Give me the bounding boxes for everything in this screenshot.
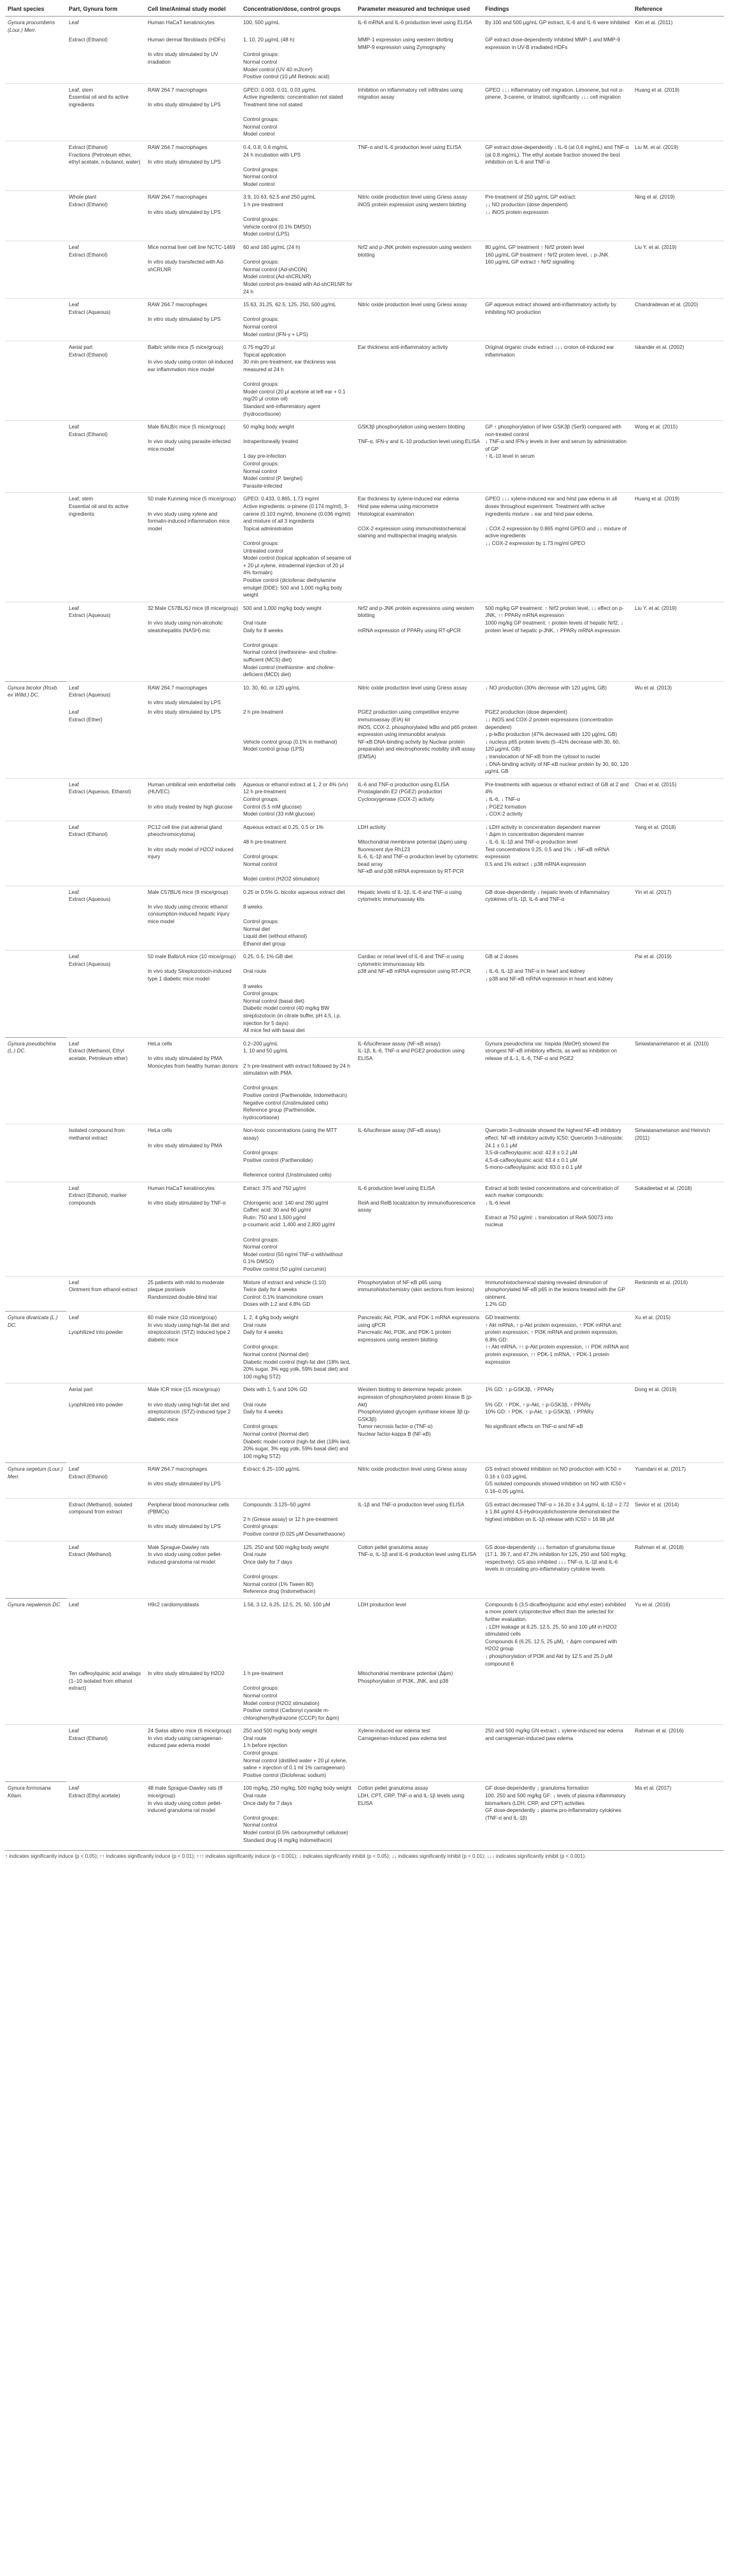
cell-plant-species <box>5 602 66 681</box>
cell-concentration-dose: 100 mg/kg, 250 mg/kg, 500 mg/kg body weight Oral route Once daily for 7 days Control groups: Normal control Model control (0.5% carboxymethyl cellulose) Standard drug (4 mg/kg indomethacin) <box>241 1782 355 1846</box>
table-row <box>5 191 724 241</box>
cell-study-model: Balb/c white mice (5 mice/group) In vivo study using croton oil-induced ear inflammation mice model <box>145 341 241 421</box>
cell-study-model: Male ICR mice (15 mice/group) In vivo study using high-fat diet and streptozotocin (STZ)-induced type 2 diabetic mice <box>145 1384 241 1463</box>
cell-concentration-dose: 500 and 1,000 mg/kg body weight Oral route Daily for 8 weeks Control groups: Normal control (methionine- and choline-sufficient (MCS) diet) Model control (methionine- and choline-deficient (MCD) diet) <box>241 602 355 681</box>
cell-findings: GPEO ↓↓↓ inflammatory cell migration. Limonene, but not α-pinene, 3-carene, or linalool, significantly ↓↓↓ cell migration <box>483 83 632 141</box>
cell-parameter-technique: Hepatic levels of IL-1β, IL-6 and TNF-α using cytometric immunoassay kits <box>355 886 483 951</box>
cell-parameter-technique: Ear thickness by xylene-induced ear edema Hind paw edema using micrometre Histological examination COX-2 expression using immunohistochemical staining and multispectral imaging analysis <box>355 493 483 602</box>
cell-findings: GPEO ↓↓↓ xylene-induced ear and hind paw edema in all doses throughout experiment. Treatment with active ingredients mixture ↓ ear and hind paw edema. ↓ COX-2 expression by 0.865 mg/ml GPEO and ↓↓ mixture of active ingredients ↓↓ COX-2 expression by 1.73 mg/ml GPEO <box>483 493 632 602</box>
cell-reference: Xu et al. (2015) <box>632 1312 724 1384</box>
cell-study-model: H9c2 cardiomyoblasts <box>145 1598 241 1670</box>
cell-parameter-technique: IL-1β and TNF-α production level using ELISA <box>355 1498 483 1541</box>
cell-findings: GS dose-dependently ↓↓↓ formation of granuloma tissue (17.1, 39.7, and 47.2% inhibition for 125, 250 and 500 mg/kg, respectively). GS also inhibited ↓↓↓ TNF-α, IL-1β and IL-6 levels in circulating pro-inflammatory cytokine levels <box>483 1541 632 1598</box>
cell-part-form: Leaf Extract (Aqueous) <box>66 886 145 951</box>
cell-part-form: Leaf Extract (Ethanol) <box>66 241 145 299</box>
cell-parameter-technique: Phosphorylation of NF-κB p65 using immunohistochemistry (skin sections from lesions) <box>355 1276 483 1311</box>
cell-plant-species <box>5 493 66 602</box>
cell-plant-species <box>5 1725 66 1782</box>
cell-study-model: 50 male Kunming mice (5 mice/group) In vivo study using xylene and formalin-induced inflammation mice model <box>145 493 241 602</box>
cell-reference: Liu Y. et al. (2019) <box>632 241 724 299</box>
cell-plant-species <box>5 191 66 241</box>
cell-reference: Huang et al. (2019) <box>632 83 724 141</box>
cell-study-model: Human HaCaT keratinocytes <box>145 17 241 37</box>
cell-findings: 250 and 500 mg/kg GN extract ↓ xylene-induced ear edema and carrageenan-induced paw edema <box>483 1725 632 1782</box>
table-row <box>5 1598 724 1670</box>
cell-findings: Immunohistochemical staining revealed diminution of phosphorylated NF-κB p65 in the lesions treated with the GP ointment. 1.2% GD <box>483 1276 632 1311</box>
cell-part-form: Leaf Lyophilized into powder <box>66 1312 145 1384</box>
cell-reference: Siriwatanametanon et al. (2010) <box>632 1037 724 1124</box>
cell-concentration-dose: 1, 2, 4 g/kg body weight Oral route Daily for 4 weeks Control groups: Normal control (Normal diet) Diabetic model control (high-fat diet (18% lard, 20% sugar, 3% egg yolk, 59% basal diet) and 100 mg/kg STZ) <box>241 1312 355 1384</box>
cell-part-form: Leaf Extract (Ethanol) <box>66 1463 145 1498</box>
cell-plant-species <box>5 778 66 821</box>
cell-study-model: Male BALB/c mice (5 mice/group) In vivo study using parasite-infected mice model <box>145 421 241 493</box>
cell-concentration-dose: 125, 250 and 500 mg/kg body weight Oral route Once daily for 7 days Control groups: Normal control (1% Tween 80) Reference drug (Indomethacin) <box>241 1541 355 1598</box>
table-row <box>5 141 724 191</box>
cell-study-model: RAW 264.7 macrophages In vitro study stimulated by LPS <box>145 191 241 241</box>
cell-findings: ↓ NO production (30% decrease with 120 μg/mL GB) <box>483 681 632 709</box>
table-row <box>5 821 724 886</box>
cell-concentration-dose: 60 and 160 μg/mL (24 h) Control groups: Normal control (Ad-shCON) Model control (Ad-shCRLNR) Model control pre-treated with Ad-shCRLNR for 24 h <box>241 241 355 299</box>
cell-parameter-technique: Nitric oxide production level using Griess assay <box>355 681 483 709</box>
cell-findings: 1% GD: ↑ p-GSK3β, ↑ PPARγ 5% GD: ↑ PDK, ↑ p-Akt, ↑ p-GSK3β, ↑ PPARγ 10% GD: ↑ PDK, ↑ p-Akt, ↑ p-GSK3β, ↑ PPARγ No significant effects on TNF-α and NF-κB <box>483 1384 632 1463</box>
cell-findings: Compounds 6 (3,5-dicaffeoylquinic acid ethyl ester) exhibited a more potent cytoprotective effect than the selected for further evaluation. ↓ LDH leakage at 6.25, 12.5, 25, 50 and 100 μM in H2O2 stimulated cells Compounds 6 (6.25, 12.5, 25 μM), ↑ Δψm compared with H2O2 group ↓ phosphorylation of PI3K and Akt by 12.5 and 25.0 μM compound 6 <box>483 1598 632 1670</box>
cell-study-model: 48 male Sprague-Dawley rats (8 mice/group) In vivo study using cotton pellet-induced granuloma rat model <box>145 1782 241 1846</box>
cell-parameter-technique: TNF-α and IL-6 production level using ELISA <box>355 141 483 191</box>
cell-study-model: RAW 264.7 macrophages In vitro study stimulated by LPS <box>145 141 241 191</box>
cell-study-model: Human HaCaT keratinocytes In vitro study stimulated by TNF-α <box>145 1182 241 1276</box>
cell-parameter-technique: Nrf2 and p-JNK protein expression using western blotting <box>355 241 483 299</box>
cell-findings: GB dose-dependently ↓ hepatic levels of inflammatory cytokines of IL-1β, IL-6 and TNF-α <box>483 886 632 951</box>
cell-reference: Kim et al. (2011) <box>632 17 724 37</box>
cell-part-form: Leaf Extract (Ethyl acetate) <box>66 1782 145 1846</box>
cell-reference <box>632 709 724 778</box>
cell-part-form: Leaf Extract (Aqueous) <box>66 299 145 341</box>
table-row <box>5 1541 724 1598</box>
cell-parameter-technique: MMP-1 expression using western blotting MMP-9 expression using Zymography <box>358 37 453 50</box>
cell-part-form: Isolated compound from methanol extract <box>66 1124 145 1182</box>
cell-study-model: RAW 264.7 macrophages In vitro study stimulated by LPS <box>145 1463 241 1498</box>
cell-reference: Rerknimitr et al. (2016) <box>632 1276 724 1311</box>
table-row <box>5 421 724 493</box>
table-row <box>5 36 724 83</box>
table-row <box>5 341 724 421</box>
cell-plant-species: Gynura pseudochina (L.) DC. <box>5 1037 66 1124</box>
cell-findings: GS extract decreased TNF-α = 16.20 ± 3.4 μg/ml, IL-1β = 2.72 ± 1.84 μg/ml 4,5-Hydroxydolichosterone demonstrated the highest inhibition on IL-1β release with IC50 = 16.98 μM <box>483 1498 632 1541</box>
cell-reference: Yuandani et al. (2017) <box>632 1463 724 1498</box>
cell-findings <box>483 1670 632 1725</box>
table-row <box>5 1124 724 1182</box>
cell-findings: GP extract dose-dependently inhibited MMP-1 and MMP-9 expression in UV-B irradiated HDFs <box>485 37 620 50</box>
cell-study-model: PC12 cell line (rat adrenal gland pheochromocytoma) In vitro study model of H2O2 induced injury <box>145 821 241 886</box>
header-plant-species: Plant species <box>5 3 66 17</box>
table-row <box>5 681 724 709</box>
cell-concentration-dose: 1, 10, 20 μg/mL (48 h) Control groups: Normal control Model control (UV 40 mJ/cm²) Positive control (10 μM Retinoic acid) <box>243 37 330 80</box>
cell-concentration-dose: 0.2–200 μg/mL 1, 10 and 50 μg/mL 2 h pre-treatment with extract followed by 24 h stimulation with PMA Control groups: Positive control (Parthenolide, Indomethacin) Negative control (Unstimulated cells) Reference group (Parthenolide, hydrocortisone) <box>241 1037 355 1124</box>
cell-findings: 80 μg/mL GP treatment ↑ Nrf2 protein level 160 μg/mL GP treatment ↑ Nrf2 protein level, ↓ p-JNK 160 μg/mL GP extract ↑ Nrf2 signalling <box>483 241 632 299</box>
table-row <box>5 1498 724 1541</box>
cell-study-model: Human dermal fibroblasts (HDFs) In vitro study stimulated by UV irradiation <box>148 37 225 65</box>
cell-findings: Quercetin 3-rutinoside showed the highest NF-κB inhibitory effect. NF-κB inhibitory activity IC50: Quercetin 3-rutinoside: 24.1 ± 0.1 μM 3,5-di-caffeoylquinic acid: 42.8 ± 0.2 μM 4,5-di-caffeoylquinic acid: 63.4 ± 0.1 μM 5-mono-caffeoylquinic acid: 83.0 ± 0.1 μM <box>483 1124 632 1182</box>
cell-reference: Wu et al. (2013) <box>632 681 724 709</box>
cell-plant-species <box>5 709 66 778</box>
cell-reference: Chandradevan et al. (2020) <box>632 299 724 341</box>
cell-concentration-dose: 0.25, 0.5, 1% GB diet Oral route 8 weeks Control groups: Normal control (basal diet) Diabetic model control (40 mg/kg BW streptozotocin (in citrate buffer, pH 4.5, i.p. injection for 5 days) All mice fed with basal diet <box>241 951 355 1038</box>
cell-parameter-technique: Western blotting to determine hepatic protein expression of phosphorylated protein kinase B (p-Akt) Phosphorylated glycogen synthase kinase 3β (p-GSK3β) Tumor necrosis factor-α (TNF-α) Nuclear factor-kappa B (NF-κB) <box>355 1384 483 1463</box>
cell-part-form: Leaf Extract (Aqueous) <box>66 951 145 1038</box>
cell-concentration-dose: 0.25 or 0.5% G. bicolor aqueous extract diet 8 weeks Control groups: Normal diet Liquid diet (without ethanol) Ethanol diet group <box>241 886 355 951</box>
cell-study-model: Human umbilical vein endothelial cells (HUVEC) In vitro study treated by high glucose <box>145 778 241 821</box>
cell-reference: Sevior et al. (2014) <box>632 1498 724 1541</box>
table-row <box>5 886 724 951</box>
cell-reference: Ning et al. (2019) <box>632 191 724 241</box>
cell-reference: Rahman et al. (2016) <box>632 1725 724 1782</box>
cell-findings: GD treatments: ↑ Akt mRNA, ↑ p-Akt protein expression, ↑ PDK mRNA and protein expression, ↑ PI3K mRNA and protein expression, 6.8% GD: ↑↑ Akt mRNA, ↑↑ p-Akt protein expression, ↑↑ PDK mRNA and protein expression, ↑↑ PDK-1 mRNA, ↑ PDK-1 protein expression <box>483 1312 632 1384</box>
cell-plant-species <box>5 341 66 421</box>
cell-parameter-technique: Xylene-induced ear edema test Carrageenan-induced paw edema test <box>355 1725 483 1782</box>
cell-study-model: RAW 264.7 macrophages In vitro study stimulated by LPS <box>145 681 241 709</box>
cell-part-form: Leaf Ointment from ethanol extract <box>66 1276 145 1311</box>
cell-study-model: Peripheral blood mononuclear cells (PBMCs) In vitro study stimulated by LPS <box>145 1498 241 1541</box>
cell-study-model: Male C57BL/6 mice (8 mice/group) In vivo study using chronic ethanol consumption-induced hepatic injury mice model <box>145 886 241 951</box>
cell-study-model: RAW 264.7 macrophages In vitro study stimulated by LPS <box>145 83 241 141</box>
cell-study-model: 24 Swiss albino mice (6 mice/group) In vivo study using carrageenan-induced paw edema model <box>145 1725 241 1782</box>
table-row <box>5 299 724 341</box>
cell-plant-species <box>5 36 66 83</box>
cell-reference: Pai et al. (2019) <box>632 951 724 1038</box>
table-row <box>5 1037 724 1124</box>
data-table <box>5 3 724 1846</box>
cell-reference: Dong et al. (2019) <box>632 1384 724 1463</box>
table-header <box>5 3 724 17</box>
cell-parameter-technique: PGE2 production using competitive enzyme immunoassay (EIA) kit iNOS, COX-2, phosphorylated IκBα and p65 protein expression using immunoblot analysis NF-κB DNA-binding activity by Nuclear protein preparation and electrophoretic mobility shift assay (EMSA) <box>358 709 478 760</box>
cell-part-form: Leaf Extract (Ether) <box>69 709 103 723</box>
cell-parameter-technique: LDH activity Mitochondrial membrane potential (Δψm) using fluorescent dye Rh123 IL-6, IL-1β and TNF-α production level by cytometric bead array NF-κB and p38 mRNA expression by RT-PCR <box>355 821 483 886</box>
cell-concentration-dose: Aqueous extract at 0.25, 0.5 or 1% 48 h pre-treatment Control groups: Normal control Model control (H2O2 stimulation) <box>241 821 355 886</box>
cell-part-form: Leaf, stem Essential oil and its active ingredients <box>66 83 145 141</box>
cell-study-model: Mice normal liver cell line NCTC-1469 In vitro study transfected with Ad-shCRLNR <box>145 241 241 299</box>
cell-plant-species <box>5 821 66 886</box>
cell-parameter-technique: Nitric oxide production level using Griess assay <box>355 1463 483 1498</box>
cell-part-form: Leaf Extract (Aqueous) <box>66 602 145 681</box>
cell-findings: PGE2 production (dose dependent) ↓↓ iNOS and COX-2 protein expressions (concentration dependent) ↓ p-IκBα production (47% decreased with 120 μg/mL GB) ↓ nucleus p65 protein levels (5–41% decrease with 30, 60, 120 μg/mL GB) ↓ translocation of NF-κB from the cytosol to nuclei ↓ DNA-binding activity of NF-κB nuclear protein by 30, 60, 120 μg/mL GB <box>485 709 629 775</box>
cell-findings: GP aqueous extract showed anti-inflammatory activity by inhibiting NO production <box>483 299 632 341</box>
cell-reference <box>632 36 724 83</box>
table-row <box>5 709 724 778</box>
cell-part-form: Extract (Methanol), isolated compound from extract <box>66 1498 145 1541</box>
cell-parameter-technique: IL-6 mRNA and IL-6 production level using ELISA <box>355 17 483 37</box>
cell-reference: Yang et al. (2018) <box>632 821 724 886</box>
cell-part-form: Leaf <box>66 1598 145 1670</box>
cell-study-model: HeLa cells In vitro study stimulated by PMA Monocytes from healthy human donors <box>145 1037 241 1124</box>
table-row <box>5 778 724 821</box>
cell-part-form: Leaf Extract (Ethanol) <box>66 421 145 493</box>
cell-study-model: In vitro study stimulated by LPS <box>148 709 221 716</box>
cell-plant-species <box>5 83 66 141</box>
cell-findings: GS extract showed inhibition on NO production with IC50 = 0.16 ± 0.03 μg/mL GS isolated compounds showed inhibition on NO with IC50 < 0.16–0.05 μg/mL <box>483 1463 632 1498</box>
cell-study-model: HeLa cells In vitro study stimulated by PMA <box>145 1124 241 1182</box>
cell-reference: Sukadeetad et al. (2018) <box>632 1182 724 1276</box>
cell-plant-species <box>5 1182 66 1276</box>
header-part: Part, Gynura form <box>66 3 145 17</box>
cell-plant-species <box>5 951 66 1038</box>
header-findings: Findings <box>483 3 632 17</box>
cell-plant-species <box>5 1498 66 1541</box>
cell-parameter-technique: GSK3β phosphorylation using western blotting TNF-α, IFN-γ and IL-10 production level using ELISA <box>355 421 483 493</box>
cell-plant-species: Gynura nepalensis DC. <box>5 1598 66 1670</box>
cell-concentration-dose: Non-toxic concentrations (using the MTT assay) Control groups: Positive control (Parthenolide) Reference control (Unstimulated cells) <box>241 1124 355 1182</box>
cell-concentration-dose: 15.63, 31.25, 62.5, 125, 250, 500 μg/mL Control groups: Normal control Model control (IFN-γ + LPS) <box>241 299 355 341</box>
cell-concentration-dose: Diets with 1, 5 and 10% GD Oral route Daily for 4 weeks Control groups: Normal control (Normal diet) Diabetic model control (high-fat diet (18% lard, 20% sugar, 3% egg yolk, 59% basal diet) and 100 mg/kg STZ) <box>241 1384 355 1463</box>
cell-reference: Liu M. et al. (2019) <box>632 141 724 191</box>
cell-findings: GP ↑ phosphorylation of liver GSK3β (Ser9) compared with non-treated control ↓ TNF-α and IFN-γ levels in liver and serum by administration of GP ↑ IL-10 level in serum <box>483 421 632 493</box>
cell-plant-species: Gynura procumbens (Lour.) Merr. <box>5 17 66 37</box>
cell-reference: Yin et al. (2017) <box>632 886 724 951</box>
cell-plant-species <box>5 241 66 299</box>
cell-findings: ↓ LDH activity in concentration dependent manner ↑ Δψm in concentration dependent manner ↓ IL-6, IL-1β and TNF-α production level Test concentrations 0.25, 0.5 and 1%: ↓ NF-κB mRNA expression 0.5 and 1% extract ↓ p38 mRNA expression <box>483 821 632 886</box>
cell-plant-species <box>5 421 66 493</box>
table-row <box>5 1182 724 1276</box>
cell-study-model: In vitro study stimulated by H2O2 <box>148 1671 225 1677</box>
cell-part-form: Leaf Extract (Methanol, Ethyl acetate, Petroleum ether) <box>66 1037 145 1124</box>
cell-concentration-dose: 100, 500 μg/mL <box>241 17 355 37</box>
cell-reference: Wong et al. (2015) <box>632 421 724 493</box>
table-row <box>5 602 724 681</box>
table-footnote: ↑ indicates significantly induce (p < 0.05); ↑↑ indicates significantly induce (p < 0.01); ↑↑↑ indicates significantly induce (p < 0.001); ↓ indicates significantly inhibit (p < 0.05); ↓↓ indicates significantly inhibit (p < 0.01); ↓↓↓ indicates significantly inhibit (p < 0.001). <box>5 1850 724 1859</box>
cell-part-form: Leaf Extract (Aqueous) <box>66 681 145 709</box>
header-parameter: Parameter measured and technique used <box>355 3 483 17</box>
cell-part-form: Whole plant Extract (Ethanol) <box>66 191 145 241</box>
table-row <box>5 493 724 602</box>
cell-plant-species <box>5 886 66 951</box>
cell-concentration-dose: Extract: 6.25–100 μg/mL <box>241 1463 355 1498</box>
cell-findings: Pre-treatments with aqueous or ethanol extract of GB at 2 and 4% ↓ IL-6, ↓ TNF-α ↓ PGE2 formation ↓ COX-2 activity <box>483 778 632 821</box>
cell-part-form: Extract (Ethanol) <box>69 37 108 43</box>
cell-part-form: Leaf Extract (Aqueous, Ethanol) <box>66 778 145 821</box>
cell-concentration-dose: 0.75 mg/20 μl Topical application 30 min pre-treatment, ear thickness was measured at 24 h Control groups: Model control (20 μl acetone at left ear + 0.1 mg/20 μl croton oil) Standard anti-inflammatory agent (hydrocortisone) <box>241 341 355 421</box>
cell-reference: Liu Y. et al. (2019) <box>632 602 724 681</box>
cell-concentration-dose: 0.4, 0.8, 0.6 mg/mL 24 h incubation with LPS Control groups: Normal control Model control <box>241 141 355 191</box>
cell-concentration-dose: 250 and 500 mg/kg body weight Oral route 1 h before injection Control groups: Normal control (distilled water + 20 μl xylene, saline + injection of 0.1 ml 1% carrageenan) Positive control (Diclofenac sodium) <box>241 1725 355 1782</box>
cell-part-form: Leaf Extract (Methanol) <box>66 1541 145 1598</box>
cell-study-model: 25 patients with mild to moderate plaque psoriasis Randomized double-blind trial <box>145 1276 241 1311</box>
cell-part-form: Leaf, stem Essential oil and its active ingredients <box>66 493 145 602</box>
cell-concentration-dose: 10, 30, 60, or 120 μg/mL <box>241 681 355 709</box>
cell-reference: Chao et al. (2015) <box>632 778 724 821</box>
cell-plant-species <box>5 1670 66 1725</box>
cell-plant-species <box>5 141 66 191</box>
cell-concentration-dose: Compounds: 3.125–50 μg/ml 2 h (Gresse assay) or 12 h pre-treatment Control groups: Positive control (0.025 μM Dexamethasone) <box>241 1498 355 1541</box>
cell-concentration-dose: GPEO: 0.003, 0.01, 0.03 μg/mL Active ingredients: concentration not stated Treatment time not stated Control groups: Normal control Model control <box>241 83 355 141</box>
cell-findings: 500 mg/kg GP treatment: ↑ Nrf2 protein level, ↓↓ effect on p-JNK, ↑↑ PPARγ mRNA expression 1000 mg/kg GP treatment: ↑ protein levels of hepatic Nrf2, ↓ protein level of hepatic p-JNK, ↑ PPARγ mRNA expression <box>483 602 632 681</box>
table-row <box>5 83 724 141</box>
table-row <box>5 1312 724 1384</box>
cell-part-form: Leaf <box>66 17 145 37</box>
cell-parameter-technique: IL-6/luciferase assay (NF-κB assay) <box>355 1124 483 1182</box>
cell-plant-species: Gynura segetum (Lour.) Merr. <box>5 1463 66 1498</box>
cell-parameter-technique: Mitochondrial membrane potential (Δψm) Phosphorylation of PI3K, JNK, and p38 <box>358 1671 453 1684</box>
cell-parameter-technique: Pancreatic Akt, PI3K, and PDK-1 mRNA expressions using qPCR Pancreatic Akt, PI3K, and PDK-1 protein expressions using western blotting <box>355 1312 483 1384</box>
cell-study-model: 32 Male C57BL/6J mice (8 mice/group) In vivo study using non-alcoholic steatohepatitis (NASH) mic <box>145 602 241 681</box>
cell-plant-species <box>5 1124 66 1182</box>
cell-findings: Gynura pseudochina var. hispida (MeOH) showed the strongest NF-κB inhibitory effects, as well as inhibition on release of IL-1, IL-6, TNF-α and PGE2 <box>483 1037 632 1124</box>
table-row <box>5 951 724 1038</box>
table-row <box>5 17 724 37</box>
cell-concentration-dose: 3.9, 10.63, 62.5 and 250 μg/mL 1 h pre-treatment Control groups: Vehicle control (0.1% DMSO) Model control (LPS) <box>241 191 355 241</box>
cell-parameter-technique: Cotton pellet granuloma assay TNF-α, IL-1β and IL-6 production level using ELISA <box>355 1541 483 1598</box>
cell-plant-species <box>5 1541 66 1598</box>
table-row <box>5 1670 724 1725</box>
header-model: Cell line/Animal study model <box>145 3 241 17</box>
cell-concentration-dose: 50 mg/kg body weight Intraperitoneally treated 1 day pre-infection Control groups: Normal control Model control (P. berghei) Parasite-infected <box>241 421 355 493</box>
table-row <box>5 1384 724 1463</box>
cell-concentration-dose: 2 h pre-treatment Vehicle control group (0.1% in methanol) Model control group (LPS) <box>243 709 337 753</box>
cell-findings: GB at 2 doses ↓ IL-6, IL-1β and TNF-α in heart and kidney ↓ p38 and NF-κB mRNA expression in heart and kidney <box>483 951 632 1038</box>
header-reference: Reference <box>632 3 724 17</box>
cell-parameter-technique: IL-6/luciferase assay (NF-κB assay) IL-1β, IL-6, TNF-α and PGE2 production using ELISA <box>355 1037 483 1124</box>
cell-parameter-technique: LDH production level <box>355 1598 483 1670</box>
table-row <box>5 1725 724 1782</box>
cell-parameter-technique: Cardiac or renal level of IL-6 and TNF-α using cytometric immunoassay kits p38 and NF-κB mRNA expression using RT-PCR <box>355 951 483 1038</box>
cell-parameter-technique: Nrf2 and p-JNK protein expressions using western blotting mRNA expression of PPARγ using RT-qPCR <box>355 602 483 681</box>
cell-reference: Iskander et al. (2002) <box>632 341 724 421</box>
cell-findings: By 100 and 500 μg/mL GP extract, IL-6 and IL-6 were inhibited <box>483 17 632 37</box>
cell-study-model: RAW 264.7 macrophages In vitro study stimulated by LPS <box>145 299 241 341</box>
cell-parameter-technique: IL-6 and TNF-α production using ELISA Prostaglandin E2 (PGE2) production Cyclooxygenase (COX-2) activity <box>355 778 483 821</box>
header-row <box>5 3 724 17</box>
cell-parameter-technique: Nitric oxide production level using Griess assay <box>355 299 483 341</box>
cell-part-form: Leaf Extract (Ethanol) <box>66 821 145 886</box>
cell-concentration-dose: 1.56, 3.12, 6.25, 12.5, 25, 50, 100 μM <box>241 1598 355 1670</box>
cell-part-form: Leaf Extract (Ethanol) <box>66 1725 145 1782</box>
cell-reference: Ma et al. (2017) <box>632 1782 724 1846</box>
cell-parameter-technique: Cotton pellet granuloma assay LDH, CPT, CRP, TNF-α and IL-1β levels using ELISA <box>355 1782 483 1846</box>
cell-concentration-dose: Aqueous or ethanol extract at 1, 2 or 4% (v/v) 12 h pre-treatment Control groups: Control (5.5 mM glucose) Model control (33 mM glucose) <box>241 778 355 821</box>
cell-findings: Extract at both tested concentrations and concentration of each marker compounds: ↓ IL-6 level Extract at 750 μg/ml: ↓ translocation of RelA S0073 into nucleus <box>483 1182 632 1276</box>
cell-study-model: 60 male mice (10 mice/group) In vivo study using high-fat diet and streptozotocin (STZ) induced type 2 diabetic mice <box>145 1312 241 1384</box>
header-dose: Concentration/dose, control groups <box>241 3 355 17</box>
cell-reference: Rahman et al. (2018) <box>632 1541 724 1598</box>
table-row <box>5 241 724 299</box>
cell-findings: GP extract dose-dependently ↓ IL-6 (at 0.6 mg/mL) and TNF-α (at 0.8 mg/mL). The ethyl acetate fraction showed the best inhibition on IL-6 and TNF-α <box>483 141 632 191</box>
table-body <box>5 17 724 1847</box>
cell-reference <box>632 1670 724 1725</box>
cell-plant-species: Gynura divaricata (L.) DC. <box>5 1312 66 1384</box>
cell-study-model: 50 male Balb/cA mice (10 mice/group) In vivo study Streptozotocin-induced type 1 diabetic mice model <box>145 951 241 1038</box>
table-row <box>5 1276 724 1311</box>
cell-concentration-dose: Extract: 375 and 750 μg/ml Chlorogenic acid: 140 and 280 μg/ml Caffeic acid: 30 and 60 μg/ml Rutin: 750 and 1,500 μg/ml p-coumaric acid: 1,400 and 2,800 μg/ml Control groups: Normal control Model control (50 ng/ml TNF-α with/without 0.1% DMSO) Positive control (50 μg/ml curcumin) <box>241 1182 355 1276</box>
cell-parameter-technique: Nitric oxide production level using Griess assay iNOS protein expression using western blotting <box>355 191 483 241</box>
cell-plant-species: Gynura bicolor (Roxb. ex Willd.) DC. <box>5 681 66 709</box>
cell-plant-species <box>5 299 66 341</box>
cell-part-form: Aerial part Lyophilized into powder <box>66 1384 145 1463</box>
table-row <box>5 1463 724 1498</box>
cell-reference: Yu et al. (2016) <box>632 1598 724 1670</box>
cell-concentration-dose: Mixture of extract and vehicle (1:10) Twice daily for 4 weeks Control: 0.1% triamcinolone cream Doses with 1:2 and 4.8% GD <box>241 1276 355 1311</box>
cell-part-form: Extract (Ethanol) Fractions (Petroleum ether, ethyl acetate, n-butanol, water) <box>66 141 145 191</box>
cell-parameter-technique: Inhibition on inflammatory cell infiltrates using migration assay <box>355 83 483 141</box>
cell-findings: Original organic crude extract ↓↓↓ croton oil-induced ear inflammation <box>483 341 632 421</box>
cell-study-model: Male Sprague-Dawley rats In vivo study using cotton pellet-induced granuloma rat model <box>145 1541 241 1598</box>
cell-plant-species: Gynura formosana Kitam. <box>5 1782 66 1846</box>
cell-parameter-technique: IL-6 production level using ELISA RelA and RelB localization by immunofluorescence assay <box>355 1182 483 1276</box>
cell-concentration-dose: 1 h pre-treatment Control groups: Normal control Model control (H2O2 stimulation) Positive control (Carbonyl cyanide m-chlorophenylhydrazone (CCCP) for Δψm) <box>243 1671 339 1721</box>
cell-findings: GF dose-dependently ↓ granuloma formation 100, 250 and 500 mg/kg GF: ↓ levels of plasma inflammatory biomarkers (LDH, CRP, and CPT) activities GF dose-dependently ↓ plasma pro-inflammatory cytokines (TNF-α and IL-1β) <box>483 1782 632 1846</box>
table-row <box>5 1782 724 1846</box>
cell-reference: Siriwatanametanon and Heinrich (2011) <box>632 1124 724 1182</box>
cell-plant-species <box>5 1384 66 1463</box>
cell-part-form: Leaf Extract (Ethanol), marker compounds <box>66 1182 145 1276</box>
cell-part-form: Aerial part Extract (Ethanol) <box>66 341 145 421</box>
cell-part-form: Ten caffeoylquinic acid analogs (1–10 isolated from ethanol extract) <box>69 1671 141 1692</box>
cell-findings: Pre-treatment of 250 μg/mL GP extract: ↓↓ NO production (dose dependent) ↓↓ iNOS protein expression <box>483 191 632 241</box>
cell-concentration-dose: GPEO: 0.433, 0.865, 1.73 mg/ml Active ingredients: α-pinene (0.174 mg/ml), 3-carene (0.103 mg/ml), limonene (0.036 mg/ml) and mixture of all 3 ingredients Topical administration Control groups: Untreated control Model control (topical application of sesame oil + 20 μl xylene, intradermal injection of 20 μl 4% formalin) Positive control (diclofenac diethylamine emulgel (DDE): 500 and 1,000 mg/kg body weight <box>241 493 355 602</box>
cell-plant-species <box>5 1276 66 1311</box>
cell-reference: Huang et al. (2019) <box>632 493 724 602</box>
cell-parameter-technique: Ear thickness anti-inflammatory activity <box>355 341 483 421</box>
